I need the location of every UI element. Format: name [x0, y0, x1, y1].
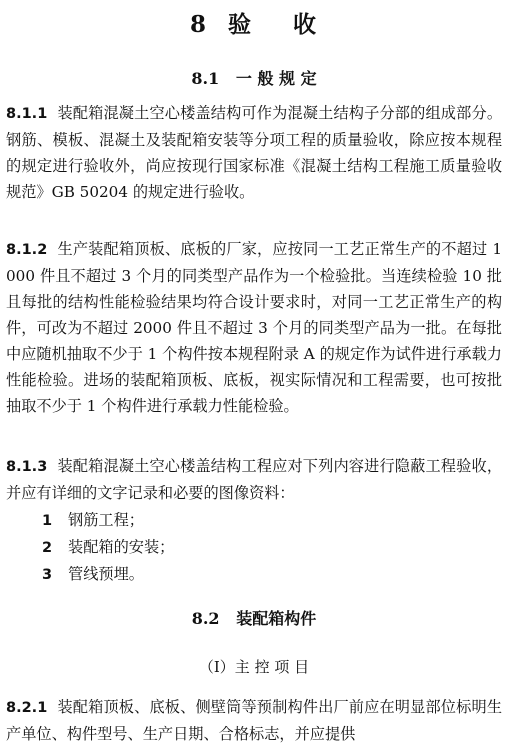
- clause-8-1-1: [6, 100, 502, 205]
- clause-number: 8.1.2: [6, 242, 48, 258]
- list-item-number: 3: [42, 567, 53, 583]
- clause-text: 装配箱混凝土空心楼盖结构工程应对下列内容进行隐蔽工程验收，并应有详细的文字记录和必要的图像资料：: [6, 457, 502, 502]
- clause-number: 8.2.1: [6, 700, 48, 716]
- subsection-heading: （Ⅰ）主 控 项 目: [198, 658, 310, 676]
- clause-8-1-2: [6, 236, 502, 419]
- list-item: [42, 561, 144, 588]
- clause-text: 装配箱混凝土空心楼盖结构可作为混凝土结构子分部的组成部分。钢筋、模板、混凝土及装配箱安装等分项工程的质量验收，除应按本规程的规定进行验收外，尚应按现行国家标准《混凝土结构工程施工质量验收规范》GB 50204 的规定进行验收。: [6, 104, 502, 201]
- list-item-text: 装配箱的安装；: [68, 538, 175, 556]
- clause-number: 8.1.3: [6, 459, 48, 475]
- clause-8-1-3: [6, 453, 502, 506]
- list-item: [42, 534, 174, 561]
- clause-8-2-1: [6, 694, 502, 747]
- list-item-text: 管线预埋。: [68, 565, 144, 583]
- chapter-title: 8 验 收: [189, 11, 319, 38]
- clause-number: 8.1.1: [6, 106, 48, 122]
- clause-text: 装配箱顶板、底板、侧壁筒等预制构件出厂前应在明显部位标明生产单位、构件型号、生产日期、合格标志，并应提供: [6, 698, 502, 743]
- list-item: [42, 507, 144, 534]
- section-title-8-1: 8.1 一 般 规 定: [191, 69, 317, 88]
- list-item-number: 1: [42, 513, 53, 529]
- clause-text: 生产装配箱顶板、底板的厂家，应按同一工艺正常生产的不超过 1000 件且不超过 3 个月的同类型产品作为一个检验批。当连续检验 10 批且每批的结构性能检验结果均符合设计要求时，对同一工艺正常生产的构件，可改为不超过 2000 件且不超过 3 个月的同类型产品为一批。在每批中应随机抽取不少于 1 个构件按本规程附录 A 的规定作为试件进行承载力性能检验。进场的装配箱顶板、底板，视实际情况和工程需要，也可按批抽取不少于 1 个构件进行承载力性能检验。: [6, 240, 502, 415]
- section-title-8-2: 8.2 装配箱构件: [191, 609, 317, 628]
- list-item-text: 钢筋工程；: [68, 511, 144, 529]
- list-item-number: 2: [42, 540, 53, 556]
